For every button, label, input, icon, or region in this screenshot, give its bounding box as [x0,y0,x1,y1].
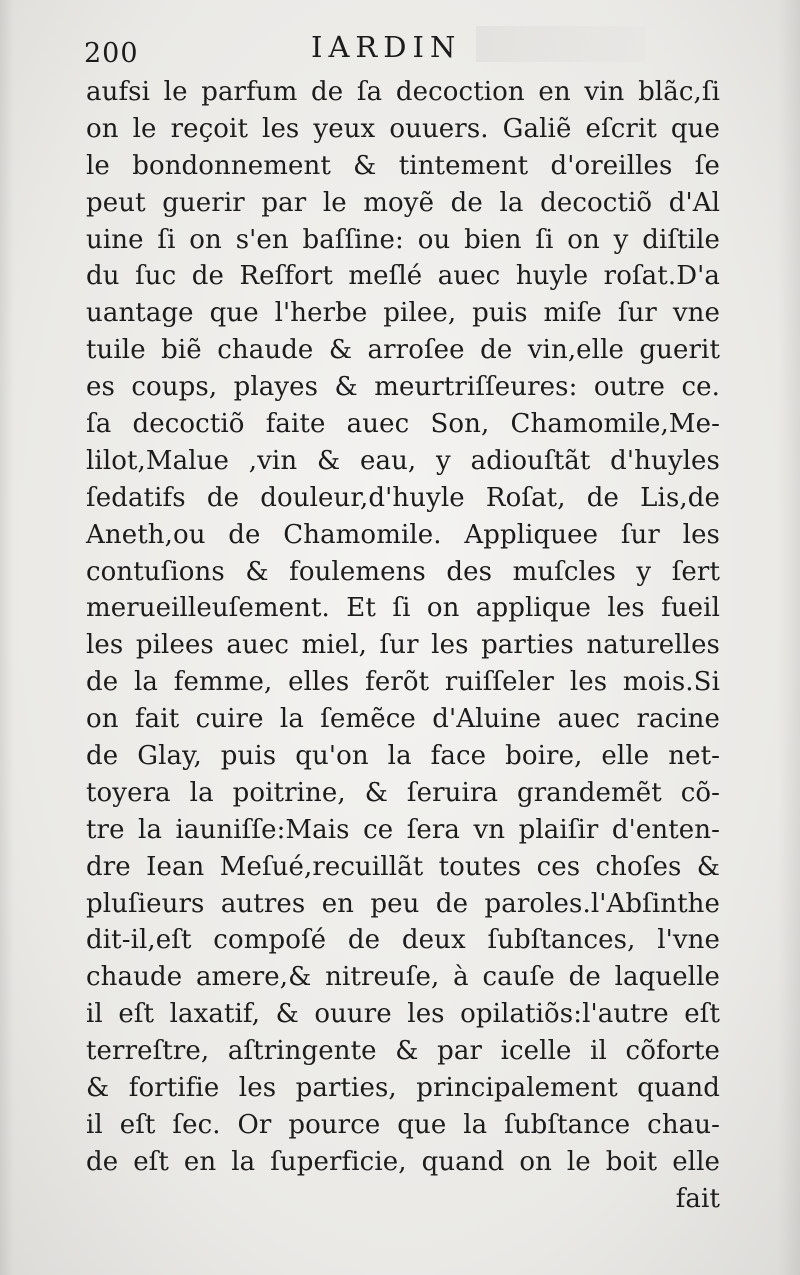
text-line: de la femme, elles ferõt ruiſſeler les mois.Si [86,667,720,698]
text-line: il eſt ſec. Or pource que la ſubſtance chau- [86,1109,720,1140]
text-line: peut guerir par le moyẽ de la decoctiõ d'Al [86,187,720,218]
text-line: dre Iean Meſué,recuillãt toutes ces choſes & [86,851,720,882]
text-line: on fait cuire la ſemẽce d'Aluine auec racine [86,704,720,735]
text-line: uantage que l'herbe pilee, puis miſe ſur vne [86,298,720,329]
text-line: uine ſi on s'en baſſine: ou bien ſi on y diſtile [86,224,720,255]
page-number: 200 [84,38,139,69]
text-line: de Glay, puis qu'on la face boire, elle net- [86,741,720,772]
text-line: merueilleuſement. Et ſi on applique les fueil [86,593,720,624]
text-line: & fortifie les parties, principalement quand [86,1073,720,1104]
gutter-shadow [0,0,14,1275]
text-line: on le reçoit les yeux ouuers. Galiẽ eſcrit que [86,113,720,144]
text-line: tre la iauniſſe:Mais ce ſera vn plaiſir d'enten- [86,814,720,845]
page-edge-shadow [778,0,800,1275]
text-line: ſedatifs de douleur,d'huyle Roſat, de Lis,de [86,482,720,513]
text-line: fait [675,1183,720,1214]
text-line: dit-il,eſt compoſé de deux ſubſtances, l'vne [86,925,720,956]
text-line: toyera la poitrine, & ſeruira grandemẽt cõ- [86,777,720,808]
text-line: du ſuc de Reſfort meſlé auec huyle roſat.D'a [86,261,720,292]
body-text [86,74,720,1218]
text-line: les pilees auec miel, ſur les parties naturelles [86,630,720,661]
text-line: il eſt laxatif, & ouure les opilatiõs:l'autre eſt [86,999,720,1030]
text-line: Aneth,ou de Chamomile. Appliquee ſur les [86,519,720,550]
text-line: lilot,Malue ,vin & eau, y adiouſtãt d'huyles [86,445,720,476]
text-line: ſa decoctiõ faite auec Son, Chamomile,Me- [86,409,720,440]
text-line: es coups, playes & meurtriſſeures: outre ce. [86,372,720,403]
page-header [86,26,720,74]
text-line: tuile biẽ chaude & arroſee de vin,elle guerit [86,335,720,366]
text-line: de eſt en la ſuperficie, quand on le boit elle [86,1146,720,1177]
text-line: pluſieurs autres en peu de paroles.l'Abſinthe [86,888,720,919]
text-line: aufsi le parfum de ſa decoction en vin blãc,ſi [86,77,720,107]
show-through-mark [476,26,646,62]
text-line: chaude amere,& nitreuſe, à cauſe de laquelle [86,962,720,993]
text-line: terreſtre, aſtringente & par icelle il cõforte [86,1036,720,1067]
running-head: IARDIN [311,30,462,64]
text-line: le bondonnement & tintement d'oreilles ſe [86,150,720,181]
text-line: contuſions & foulemens des muſcles y ſert [86,556,720,587]
